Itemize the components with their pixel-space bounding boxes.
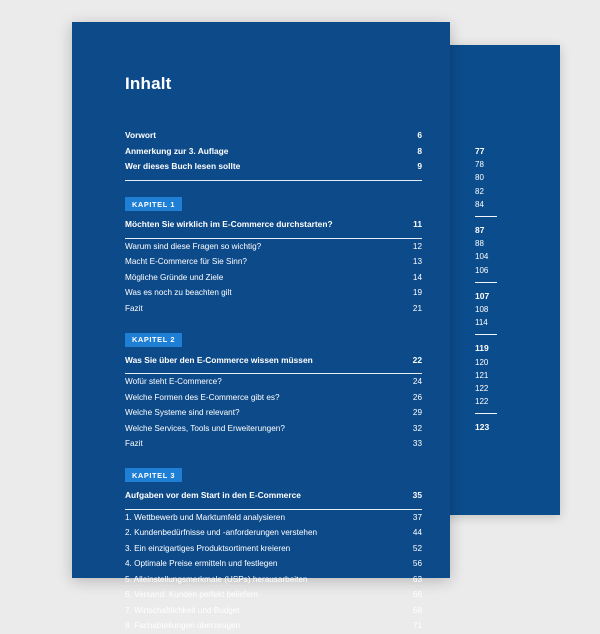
toc-entry-page: 8 (417, 145, 422, 156)
back-page-number: 106 (475, 265, 489, 275)
back-page-number: 122 (475, 384, 489, 394)
toc-entry-label: Welche Systeme sind relevant? (125, 408, 240, 417)
chapter-badge: KAPITEL 1 (125, 197, 182, 211)
toc-entry-page: 29 (412, 408, 422, 417)
back-page-number: 122 (475, 397, 489, 407)
toc-entry-page: 63 (412, 574, 422, 584)
chapter-section (125, 465, 422, 634)
toc-entry-label: 2. Kundenbedürfnisse und -anforderungen verstehen (125, 528, 318, 537)
front-matter-group (125, 128, 422, 181)
back-page-number: 107 (475, 290, 490, 301)
back-page-number-column (475, 145, 535, 435)
toc-entry-page: 19 (412, 288, 422, 297)
toc-sub-entry[interactable] (125, 556, 422, 572)
toc-entry-page: 35 (412, 490, 422, 500)
toc-entry-label: 4. Optimale Preise ermitteln und festlegen (125, 559, 278, 568)
back-page-number: 121 (475, 370, 489, 380)
chapter-section (125, 329, 422, 452)
toc-sub-entry[interactable] (125, 285, 422, 301)
toc-sub-entry[interactable] (125, 254, 422, 270)
toc-entry-label: Wer dieses Buch lesen sollte (125, 161, 241, 171)
toc-entry-page: 6 (417, 130, 422, 140)
toc-entry-page: 12 (412, 241, 422, 251)
chapter-section (125, 194, 422, 317)
toc-sub-entry[interactable] (125, 572, 422, 588)
toc-entry-label: Welche Services, Tools und Erweiterungen? (125, 423, 285, 433)
back-page-number: 77 (475, 146, 485, 156)
toc-sub-entry[interactable] (125, 603, 422, 619)
toc-entry-label: Mögliche Gründe und Ziele (125, 272, 224, 282)
divider (475, 282, 497, 283)
toc-entry-page: 13 (412, 257, 422, 266)
toc-entry-label: Fazit (125, 303, 143, 313)
divider (125, 180, 422, 181)
table-of-contents-page (72, 22, 450, 630)
divider (125, 509, 422, 510)
toc-entry-page: 33 (412, 439, 422, 448)
toc-entry-label: Macht E-Commerce für Sie Sinn? (125, 257, 247, 266)
toc-entry-label: 5. Alleinstellungsmerkmale (USPs) herausarbeiten (125, 574, 308, 584)
back-page-number: 82 (475, 186, 484, 196)
toc-entry-label: Fazit (125, 439, 143, 448)
toc-entry-page: 68 (412, 605, 422, 615)
toc-entry-label: Möchten Sie wirklich im E-Commerce durchstarten? (125, 219, 333, 229)
toc-sub-entry[interactable] (125, 421, 422, 437)
back-page-number: 80 (475, 173, 484, 183)
toc-entry-page: 14 (412, 272, 422, 282)
toc-sub-entry[interactable] (125, 525, 422, 541)
chapter-heading-entry[interactable] (125, 488, 422, 504)
toc-entry-page: 32 (412, 423, 422, 433)
toc-entry-page: 37 (412, 512, 422, 522)
toc-entry-label: Welche Formen des E-Commerce gibt es? (125, 392, 280, 402)
toc-front-entry[interactable] (125, 128, 422, 144)
toc-entry-label: 1. Wettbewerb und Marktumfeld analysieren (125, 512, 286, 522)
toc-sub-entry[interactable] (125, 587, 422, 603)
chapter-heading-entry[interactable] (125, 353, 422, 369)
chapter-heading-entry[interactable] (125, 217, 422, 233)
toc-entry-page: 21 (412, 303, 422, 313)
back-page-number: 108 (475, 305, 489, 315)
toc-sub-entry[interactable] (125, 618, 422, 634)
toc-entry-label: Aufgaben vor dem Start in den E-Commerce (125, 490, 301, 500)
toc-entry-page: 44 (412, 528, 422, 537)
page-title: Inhalt (125, 74, 172, 93)
back-page-number: 87 (475, 225, 485, 236)
toc-sub-entry[interactable] (125, 270, 422, 286)
divider (125, 238, 422, 239)
toc-sub-entry[interactable] (125, 390, 422, 406)
toc-entry-label: Anmerkung zur 3. Auflage (125, 145, 229, 156)
toc-entry-page: 56 (412, 559, 422, 568)
back-page-number: 84 (475, 199, 484, 209)
divider (475, 216, 497, 217)
toc-sub-entry[interactable] (125, 510, 422, 526)
toc-entry-label: 8. Fachabteilungen überzeugen (125, 621, 241, 630)
back-page-number: 120 (475, 357, 489, 367)
back-page-number: 123 (475, 422, 490, 433)
toc-entry-label: Was Sie über den E-Commerce wissen müssen (125, 354, 313, 365)
toc-entry-label: 3. Ein einzigartiges Produktsortiment kreieren (125, 543, 291, 553)
toc-front-entry[interactable] (125, 159, 422, 175)
toc-entry-page: 71 (412, 621, 422, 630)
toc-entry-page: 9 (417, 161, 422, 171)
toc-sub-entry[interactable] (125, 541, 422, 557)
toc-sub-entry[interactable] (125, 301, 422, 317)
divider (125, 373, 422, 374)
toc-front-entry[interactable] (125, 144, 422, 160)
chapter-badge: KAPITEL 3 (125, 468, 182, 482)
toc-entry-page: 22 (412, 354, 422, 365)
toc-entry-label: 6. Versand: Kunden perfekt beliefern (125, 590, 258, 599)
toc-entry-label: Warum sind diese Fragen so wichtig? (125, 241, 262, 251)
toc-sub-entry[interactable] (125, 374, 422, 390)
back-page-number: 88 (475, 239, 484, 249)
toc-entry-page: 26 (412, 392, 422, 402)
toc-entry-label: Vorwort (125, 130, 157, 140)
divider (475, 334, 497, 335)
toc-entry-page: 11 (413, 219, 422, 229)
back-page-number: 104 (475, 252, 489, 262)
toc-sub-entry[interactable] (125, 436, 422, 452)
toc-entry-label: Wofür steht E-Commerce? (125, 377, 222, 386)
toc-content (125, 74, 422, 634)
back-page-number: 119 (475, 343, 489, 354)
back-page-number: 78 (475, 160, 484, 170)
toc-entry-label: Was es noch zu beachten gilt (125, 288, 232, 297)
toc-sub-entry[interactable] (125, 405, 422, 421)
toc-entry-label: 7. Wirtschaftlichkeit und Budget (125, 605, 240, 615)
chapter-badge: KAPITEL 2 (125, 333, 182, 347)
chapter-list (125, 194, 422, 634)
toc-sub-entry[interactable] (125, 239, 422, 255)
toc-entry-page: 24 (412, 377, 422, 386)
toc-entry-page: 66 (412, 590, 422, 599)
divider (475, 413, 497, 414)
toc-entry-page: 52 (412, 543, 422, 553)
back-page-number: 114 (475, 318, 488, 328)
